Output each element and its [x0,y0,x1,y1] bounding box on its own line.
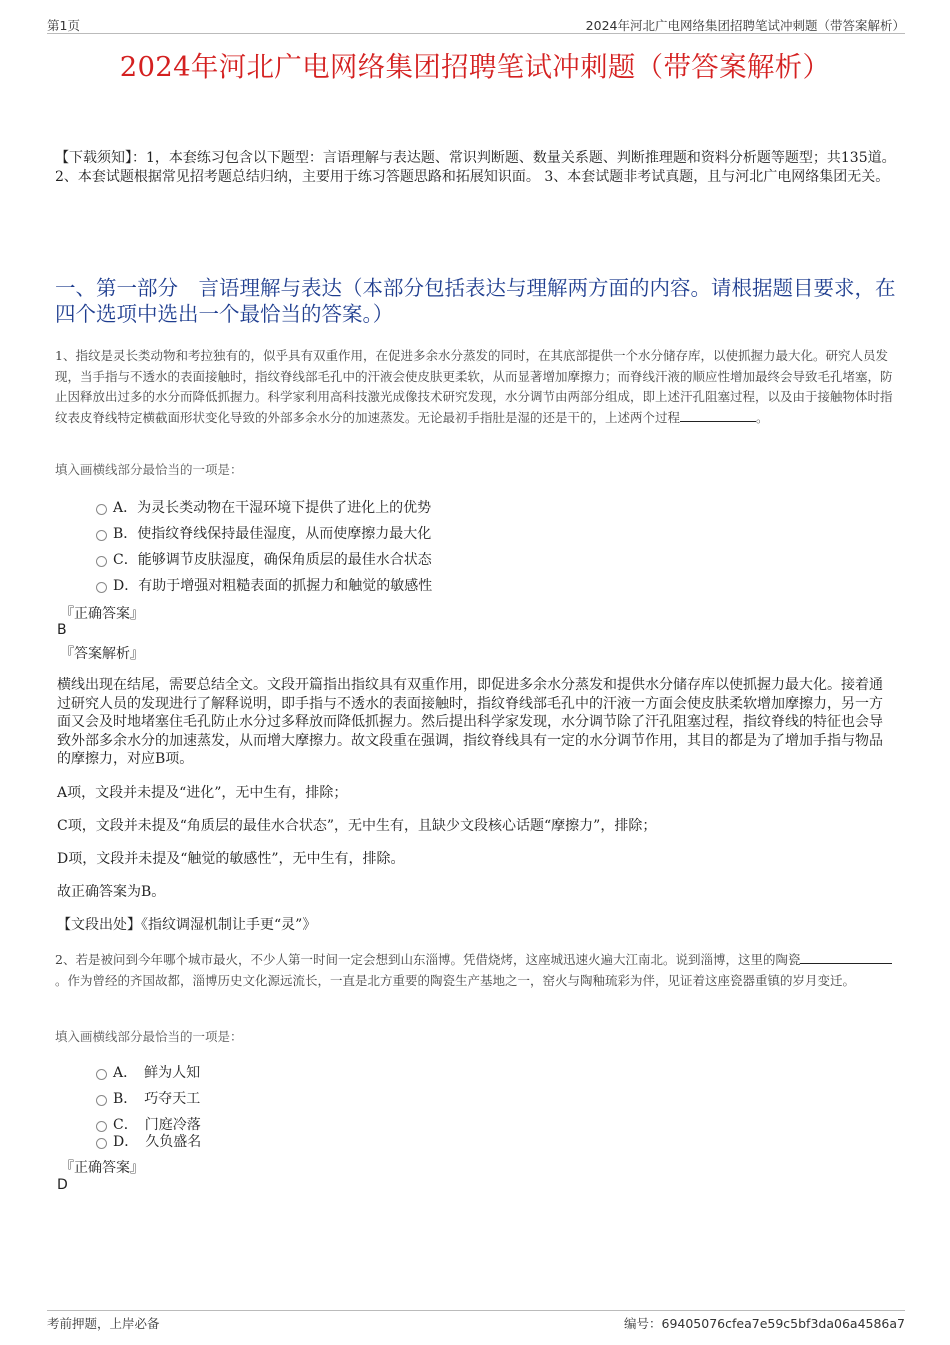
question-1-body: 1、指纹是灵长类动物和考拉独有的，似乎具有双重作用，在促进多余水分蒸发的同时，在其底部提供一个水分储存库，以使抓握力最大化。研究人员发现，当手指与不透水的表面接触时，指纹脊线部毛孔中的汗液会使皮肤更柔软，从而显著增加摩擦力；而脊线汗液的顺应性增加最终会导致毛孔堵塞，防止因释放出过多的水分而降低抓握力。科学家利用高科技激光成像技术研究发现，水分调节由两部分组成，即上述汗孔阻塞过程，以及由于接触物体时指纹表皮脊线特定横截面形状变化导致的外部多余水分的加速蒸发。无论最初手指肚是湿的还是干的，上述两个过程 [55,348,893,425]
option-d[interactable] [96,1131,201,1151]
answer-blank [800,951,892,964]
option-b[interactable] [96,523,431,543]
option-b[interactable] [96,1088,200,1108]
correct-answer-label: 『正确答案』 [60,606,144,622]
option-d-label: D． 久负盛名 [113,1134,202,1150]
analysis-note-d: D项，文段并未提及“触觉的敏感性”，无中生有，排除。 [57,851,405,867]
radio-icon[interactable] [96,530,107,541]
option-d-label: D．有助于增强对粗糙表面的抓握力和触觉的敏感性 [113,578,433,594]
footer-serial: 编号：69405076cfea7e59c5bf3da06a4586a7 [624,1316,905,1331]
answer-blank [680,409,756,422]
radio-icon[interactable] [96,1069,107,1080]
analysis-text: 横线出现在结尾，需要总结全文。文段开篇指出指纹具有双重作用，即促进多余水分蒸发和提供水分储存库以使抓握力最大化。接着通过研究人员的发现进行了解释说明，即手指与不透水的表面接触时，指纹脊线部毛孔中的汗液一方面会使皮肤柔软增加摩擦力，另一方面又会及时地堵塞住毛孔防止水分过多释放而降低抓握力。然后提出科学家发现，水分调节除了汗孔阻塞过程，指纹脊线的特征也会导致外部多余水分的加速蒸发，从而增大摩擦力。故文段重在强调，指纹脊线具有一定的水分调节作用，其目的都是为了增加手指与物品的摩擦力，对应B项。 [57,677,883,767]
question-2-text [55,950,900,991]
option-c-label: C． 门庭冷落 [113,1117,201,1133]
option-a[interactable] [96,1062,200,1082]
radio-icon[interactable] [96,1138,107,1149]
question-1-tail: 。 [756,409,769,425]
question-2-before: 2、若是被问到今年哪个城市最火，不少人第一时间一定会想到山东淄博。凭借烧烤，这座城迅速火遍大江南北。说到淄博，这里的陶瓷 [55,952,801,967]
download-notice: 【下载须知】：1，本套练习包含以下题型：言语理解与表达题、常识判断题、数量关系题、判断推理题和资料分析题等题型；共135道。 2、本套试题根据常见招考题总结归纳，主要用于练习答题思路和拓展知识面。 3、本套试题非考试真题，且与河北广电网络集团无关。 [55,150,896,185]
option-a[interactable] [96,497,431,517]
analysis-note-a: A项，文段并未提及“进化”，无中生有，排除； [57,785,348,801]
option-b-label: B．使指纹脊线保持最佳湿度，从而使摩擦力最大化 [113,526,432,542]
option-d[interactable] [96,575,432,595]
correct-answer-label: 『正确答案』 [60,1160,144,1176]
analysis-conclusion: 故正确答案为B。 [57,884,166,900]
header-doc-title: 2024年河北广电网络集团招聘笔试冲刺题（带答案解析） [585,18,905,33]
analysis-note-c: C项，文段并未提及“角质层的最佳水合状态”，无中生有，且缺少文段核心话题“摩擦力”，排除； [57,818,657,834]
option-a-label: A．为灵长类动物在干湿环境下提供了进化上的优势 [113,500,432,516]
radio-icon[interactable] [96,1095,107,1106]
option-c[interactable] [96,549,432,569]
source-citation: 【文段出处】《指纹调湿机制让手更“灵”》 [57,917,317,933]
correct-answer: D [57,1177,68,1193]
question-2-prompt: 填入画横线部分最恰当的一项是： [55,1029,243,1044]
radio-icon[interactable] [96,504,107,515]
question-2-after: 。作为曾经的齐国故都，淄博历史文化源远流长，一直是北方重要的陶瓷生产基地之一，窑火与陶釉琉彩为伴，见证着这座瓷器重镇的岁月变迁。 [55,972,856,988]
radio-icon[interactable] [96,556,107,567]
page-header [47,15,905,34]
correct-answer: B [57,622,67,638]
question-1-prompt: 填入画横线部分最恰当的一项是： [55,462,243,477]
document-title: 2024年河北广电网络集团招聘笔试冲刺题（带答案解析） [119,51,831,83]
page-number: 第1页 [47,18,80,33]
question-1-text [55,346,900,428]
analysis-label: 『答案解析』 [60,646,144,662]
radio-icon[interactable] [96,582,107,593]
option-b-label: B． 巧夺天工 [113,1091,201,1107]
option-a-label: A． 鲜为人知 [113,1065,201,1081]
page-footer [47,1310,905,1329]
section-heading: 一、第一部分 言语理解与表达（本部分包括表达与理解两方面的内容。请根据题目要求，在四个选项中选出一个最恰当的答案。） [55,276,896,326]
option-c-label: C．能够调节皮肤湿度，确保角质层的最佳水合状态 [113,552,432,568]
footer-slogan: 考前押题，上岸必备 [47,1316,160,1331]
